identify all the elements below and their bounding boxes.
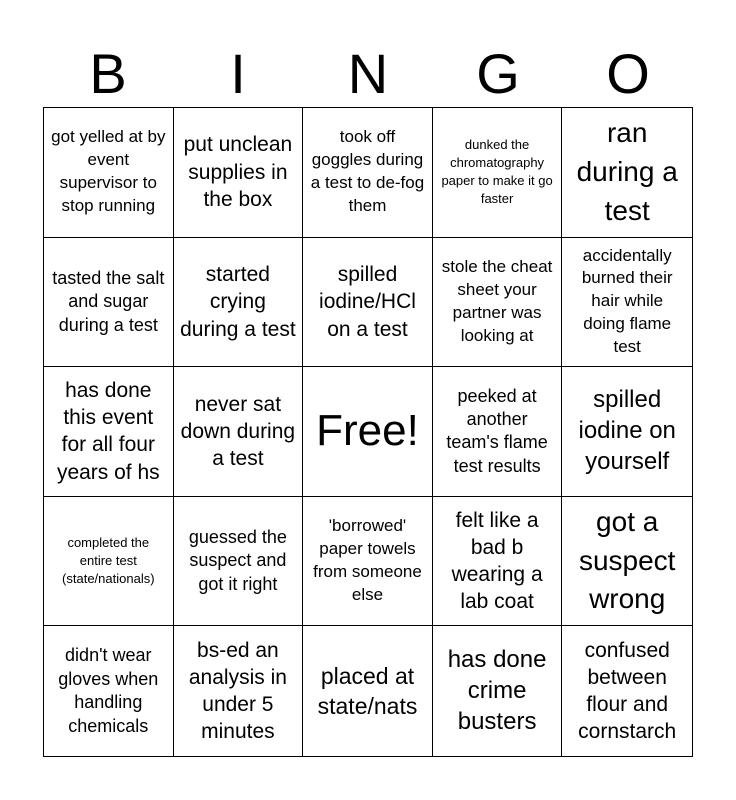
cell-text: peeked at another team's flame test results bbox=[446, 385, 548, 476]
bingo-cell[interactable] bbox=[562, 367, 692, 497]
bingo-cell[interactable] bbox=[44, 238, 174, 368]
bingo-cell[interactable] bbox=[174, 238, 304, 368]
bingo-cell[interactable] bbox=[562, 238, 692, 368]
cell-text: has done crime busters bbox=[447, 646, 547, 735]
bingo-cell[interactable] bbox=[44, 626, 174, 756]
cell-text: tasted the salt and sugar during a test bbox=[52, 267, 165, 335]
bingo-cell[interactable] bbox=[433, 497, 563, 627]
bingo-cell[interactable] bbox=[303, 108, 433, 238]
cell-text: never sat down during a test bbox=[180, 392, 296, 471]
cell-text: bs-ed an analysis in under 5 minutes bbox=[188, 638, 287, 744]
bingo-cell[interactable] bbox=[44, 108, 174, 238]
header-letter-i: I bbox=[230, 42, 246, 105]
cell-text: confused between flour and cornstarch bbox=[578, 638, 677, 744]
bingo-cell[interactable] bbox=[562, 497, 692, 627]
header-letter-n: N bbox=[347, 42, 389, 105]
bingo-cell[interactable] bbox=[433, 108, 563, 238]
free-space[interactable] bbox=[303, 367, 433, 497]
cell-text: spilled iodine on yourself bbox=[578, 386, 676, 475]
header-letter-b: B bbox=[89, 42, 127, 105]
bingo-cell[interactable] bbox=[433, 367, 563, 497]
bingo-cell[interactable] bbox=[303, 626, 433, 756]
cell-text: guessed the suspect and got it right bbox=[188, 527, 287, 594]
bingo-cell[interactable] bbox=[44, 497, 174, 627]
free-space-text: Free! bbox=[316, 406, 419, 456]
cell-text: got a suspect wrong bbox=[578, 506, 676, 615]
cell-text: felt like a bad b wearing a lab coat bbox=[451, 508, 543, 614]
cell-text: stole the cheat sheet your partner was looking at bbox=[441, 257, 553, 345]
bingo-cell[interactable] bbox=[174, 367, 304, 497]
bingo-cell[interactable] bbox=[174, 497, 304, 627]
cell-text: spilled iodine/HCl on a test bbox=[319, 262, 416, 341]
cell-text: completed the entire test (state/nationals) bbox=[62, 534, 155, 587]
bingo-cell[interactable] bbox=[303, 497, 433, 627]
bingo-cell[interactable] bbox=[174, 108, 304, 238]
bingo-header bbox=[43, 40, 693, 108]
cell-text: accidentally burned their hair while doing flame test bbox=[581, 245, 673, 357]
bingo-cell[interactable] bbox=[433, 238, 563, 368]
bingo-cell[interactable] bbox=[562, 626, 692, 756]
cell-text: has done this event for all four years of hs bbox=[56, 378, 160, 484]
bingo-board bbox=[43, 107, 693, 757]
bingo-cell[interactable] bbox=[303, 238, 433, 368]
cell-text: ran during a test bbox=[576, 117, 678, 226]
cell-text: got yelled at by event supervisor to stop running bbox=[51, 127, 166, 216]
bingo-cell[interactable] bbox=[174, 626, 304, 756]
cell-text: didn't wear gloves when handling chemicals bbox=[58, 645, 159, 736]
cell-text: 'borrowed' paper towels from someone else bbox=[313, 516, 422, 605]
header-letter-o: O bbox=[606, 42, 650, 105]
bingo-cell[interactable] bbox=[44, 367, 174, 497]
cell-text: started crying during a test bbox=[180, 262, 296, 341]
cell-text: placed at state/nats bbox=[317, 662, 418, 720]
bingo-cell[interactable] bbox=[433, 626, 563, 756]
cell-text: put unclean supplies in the box bbox=[183, 133, 293, 211]
header-letter-g: G bbox=[476, 42, 520, 105]
cell-text: dunked the chromatography paper to make it go faster bbox=[441, 136, 553, 207]
cell-text: took off goggles during a test to de-fog them bbox=[310, 127, 425, 216]
bingo-cell[interactable] bbox=[562, 108, 692, 238]
